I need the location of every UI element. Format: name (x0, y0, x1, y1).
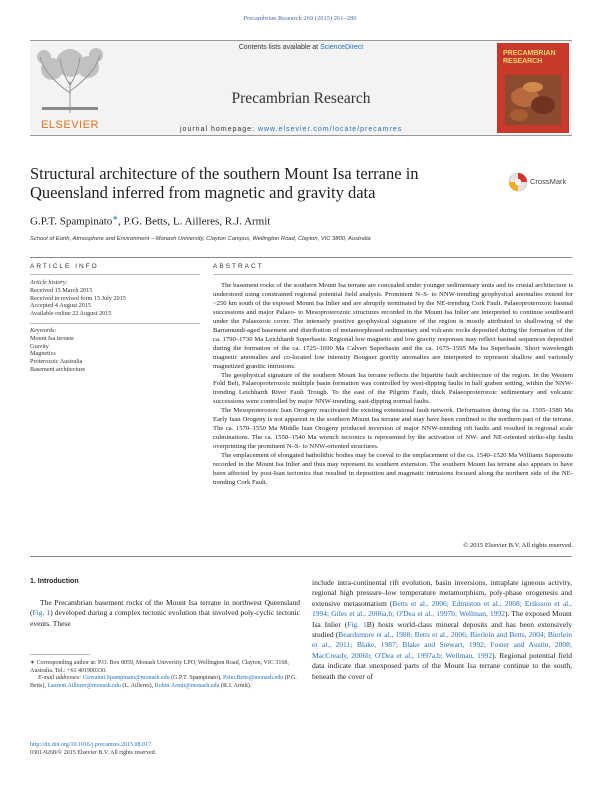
footnote-rule (30, 654, 90, 655)
history-received: Received 15 March 2015 (30, 286, 93, 294)
email-link[interactable]: Peter.Betts@monash.edu (223, 675, 284, 682)
email-owner: (G.P.T. Spampinato), (169, 675, 224, 682)
article-info-rule (30, 274, 200, 275)
abstract-paragraph: The basement rocks of the southern Mount Isa terrane are concealed under younger sedimentary units and its crustal architecture is understood using constrained regional potential field analysis. Prominent N–S- to NNW-trending geophysical anomalies extend for ~250 km south of the exposed Mount Isa Inlier and are abruptly terminated by the NE-trending Cork Fault. Palaeoproterozoic basinal successions and major Palaeo- to Mesoproterozoic structures recorded in the Mount Isa Inlier are interpreted to continue southward under the Palaeozoic cover. The intensely positive geophysical signature of the region is mostly attributed to shallowing of the Barramundi-aged basement and distribution of metamorphosed sedimentary and volcanic rocks deposited during the formation of the ca. 1790–1730 Ma Leichhardt Superbasin. Regional low magnetic and low gravity responses may reflect basinal sequences deposited during the formation of the ca. 1725–1690 Ma Calvert Superbasin and the ca. 1675–1595 Ma Isa Superbasin. Short wavelength magnetic anomalies and co-located low intensity Bouguer gravity anomalies are interpreted to represent shallow and variously magnetized granitic intrusions. (213, 282, 573, 370)
doi-block (30, 742, 300, 757)
author-list (30, 214, 270, 228)
citation-link[interactable]: Betts et al., 2006; Edmiston et al., 2008; Eriksson et al., 1994; Giles et al., 2006a,b; O'Dea et al., 1997b; Wellman, 1992 (312, 598, 572, 619)
journal-reference[interactable]: Precambrian Research 269 (2015) 261–280 (243, 15, 357, 22)
abstract-copyright: © 2015 Elsevier B.V. All rights reserved. (463, 542, 573, 549)
keyword: Gravity (30, 342, 49, 350)
email-addresses (30, 675, 300, 690)
other-authors: , P.G. Betts, L. Ailleres, R.J. Armit (118, 215, 271, 228)
journal-name: Precambrian Research (231, 90, 371, 107)
history-online: Available online 22 August 2015 (30, 310, 112, 318)
intro-text: ). The exposed Mount Isa Inlier ( (312, 609, 572, 629)
abstract-heading: ABSTRACT (213, 263, 264, 270)
corresponding-author-text: Corresponding author at: P.O. Box 8059, Monash University LPO, Wellington Road, Clayton, VIC 3168, Australia. Tel.: +61 401900330. (30, 660, 289, 674)
homepage-link[interactable]: www.elsevier.com/locate/precamres (257, 126, 403, 133)
keyword: Basement architecture (30, 365, 86, 373)
keywords (30, 327, 200, 374)
figure-1-link[interactable]: Fig. 1 (347, 619, 367, 629)
intro-text: ) developed during a complex tectonic evolution that involved poly-cyclic tectonic events. These (30, 608, 300, 628)
figure-1-link[interactable]: Fig. 1 (32, 608, 51, 618)
crossmark-badge[interactable] (508, 172, 574, 192)
homepage-prefix: journal homepage: (180, 126, 258, 133)
affiliation: School of Earth, Atmosphere and Environment – Monash University, Clayton Campus, Wellington Road, Clayton, VIC 3800, Australia (30, 236, 371, 242)
intro-text: ). Regional potential field data indicate that unexposed parts of the Mount Isa terrane continue to the south, beneath the cover of (312, 650, 572, 681)
contents-prefix: Contents lists available at (238, 44, 321, 51)
cover-title: PRECAMBRIAN RESEARCH (503, 50, 556, 65)
history-label: Article history: (30, 279, 68, 286)
email-link[interactable]: Laurent.Ailleres@monash.edu (47, 682, 121, 689)
crossmark-icon (508, 172, 528, 192)
divider-bottom (30, 556, 572, 557)
elsevier-logo (30, 43, 110, 131)
abstract-paragraph: The Mesoproterozoic Isan Orogeny reactivated the existing extensional fault network. Deformation during the ca. 1595–1580 Ma Early Isan Orogeny is not apparent in the southern Mount Isa terrane and may have been confined to the northern part of the terrane. The ca. 1570–1550 Ma Middle Isan Orogeny produced inversion of major NNW-trending rift faults and resulted in regional scale culminations. The ca. 1550–1540 Ma wrench tectonics is represented by the activation of NW- and NE-oriented strike-slip faults overprinting the prominent N–S- to NNW-oriented structures. (213, 407, 573, 451)
divider-top (30, 257, 572, 258)
corresponding-author-note (30, 660, 300, 675)
abstract-body (213, 282, 573, 488)
article-title-line-2: Queensland inferred from magnetic and gravity data (30, 183, 376, 202)
keyword: Magnetics (30, 350, 56, 358)
intro-text: include intra-continental rift evolution, basin inversions, intraplate igneous activity, regional high pressure–low temperature metamorphism, poly-phase orogenesis and extensive metasomatism ( (312, 578, 572, 608)
doi-link[interactable]: http://dx.doi.org/10.1016/j.precamres.2015.08.017 (30, 742, 152, 748)
keyword: Mount Isa terrane (30, 334, 74, 342)
intro-left-column (30, 598, 300, 629)
article-title-line-1: Structural architecture of the southern Mount Isa terrane in (30, 164, 419, 183)
keywords-rule (30, 323, 200, 324)
article-history (30, 279, 200, 318)
crossmark-label: CrossMark (530, 177, 567, 186)
citation-link[interactable]: Beardsmore et al., 1988; Betts et al., 2006; Bierlein and Betts, 2004; Bierlein et al., 2011; Blake, 1987; Blake and Stewart, 1992; Foster and Austin, 2008; MacCready, 2006b; O'Dea et al., 1997a,b; Wellman, 1992 (312, 630, 572, 660)
issn-copyright: 0301-9268/© 2015 Elsevier B.V. All rights reserved. (30, 749, 157, 756)
elsevier-tree-icon (30, 43, 110, 115)
contents-line (110, 44, 492, 51)
article-info-heading: ARTICLE INFO (30, 263, 99, 270)
introduction-heading: 1. Introduction (30, 578, 79, 585)
intro-right-column (312, 578, 572, 682)
history-accepted: Accepted 4 August 2015 (30, 302, 92, 310)
abstract-paragraph: The geophysical signature of the southern Mount Isa terrane reflects the bipartite fault architecture of the region. In the Western Fold Belt, Palaeoproterozoic multiple basin formation was controlled by west-dipping faults in half graben setting, within the NNW-trending Leichhardt River Fault Trough. To the east of the Pilgrim Fault, thick Palaeoproterozoic sedimentary and volcanic successions were controlled by major NNW-trending, east-dipping normal faults. (213, 371, 573, 406)
abstract-paragraph: The emplacement of elongated batholithic bodies may be coeval to the emplacement of the ca. 1540–1520 Ma Williams Supersuite recorded in the Mount Isa Inlier and thus may represent its southern extension. The southern Mount Isa terrane also appears to have been affected by post-Isan tectonics that resulted in deposition and magmatic intrusions focused along the northern side of the NE-trending Cork Fault. (213, 452, 573, 486)
corresponding-author-mark[interactable]: ∗ (112, 214, 119, 222)
email-label: E-mail addresses: (38, 675, 83, 682)
abstract-rule (213, 274, 573, 275)
email-link[interactable]: Giovanni.Spampinato@monash.edu (82, 675, 170, 682)
keyword: Proterozoic Australia (30, 358, 83, 366)
email-link[interactable]: Robin.Armit@monash.edu (154, 682, 220, 689)
intro-text: B) hosts world-class mineral deposits and has been extensively studied ( (312, 619, 572, 640)
keywords-label: Keywords: (30, 327, 57, 334)
article-title (30, 164, 470, 202)
cover-rock-image-icon (505, 75, 561, 125)
email-owner: (L. Ailleres), (120, 682, 155, 689)
publisher-name: ELSEVIER (41, 119, 99, 131)
footnote-mark: ∗ (30, 660, 36, 666)
history-revised: Received in revised form 15 July 2015 (30, 294, 126, 302)
author-1: G.P.T. Spampinato (30, 215, 113, 228)
journal-cover-image (497, 43, 569, 133)
email-owner: (R.J. Armit). (219, 682, 252, 689)
journal-header-band (30, 40, 572, 136)
footnote (30, 660, 300, 690)
email-owner: (P.G. Betts), (30, 675, 297, 689)
intro-text: The Precambrian basement rocks of the Mount Isa terrane in northwest Queensland ( (30, 598, 300, 618)
sciencedirect-link[interactable]: ScienceDirect (320, 44, 364, 51)
